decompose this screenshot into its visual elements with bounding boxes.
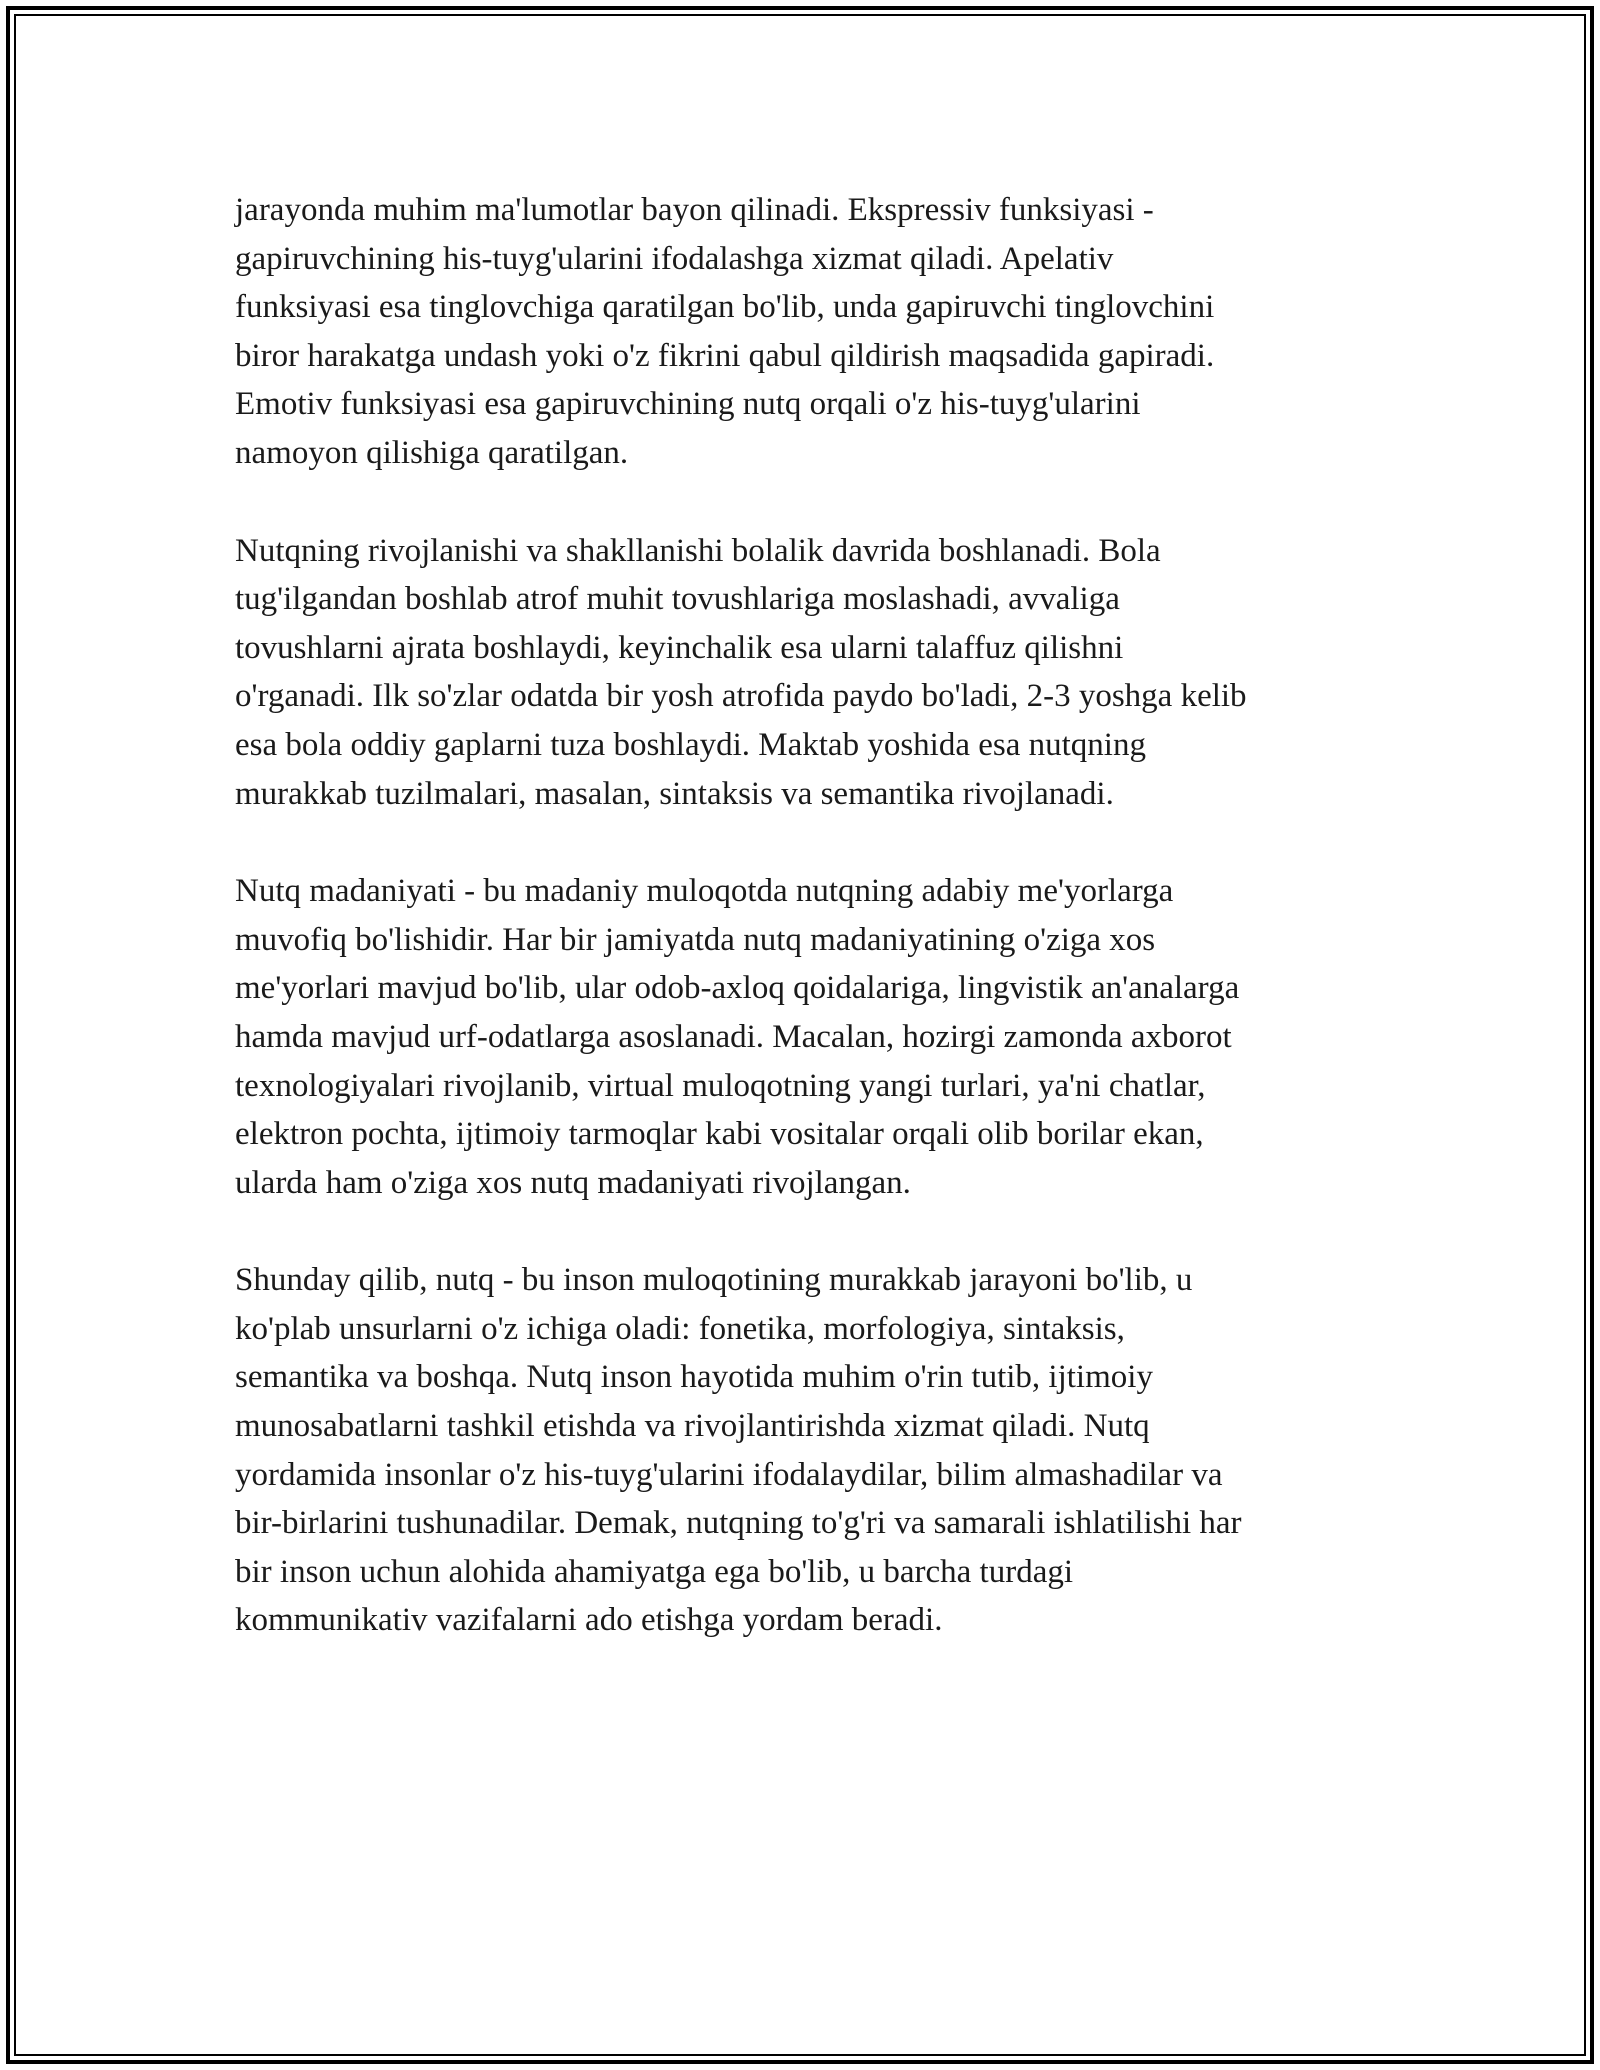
text-line: funksiyasi esa tinglovchiga qaratilgan bo'lib, unda gapiruvchi tinglovchini — [235, 289, 1215, 326]
text-line: hamda mavjud urf-odatlarga asoslanadi. Macalan, hozirgi zamonda axborot — [235, 1018, 1232, 1055]
text-line: texnologiyalari rivojlanib, virtual muloqotning yangi turlari, ya'ni chatlar, — [235, 1067, 1206, 1104]
text-line: munosabatlarni tashkil etishda va rivojlantirishda xizmat qiladi. Nutq — [235, 1408, 1150, 1445]
text-line: namoyon qilishiga qaratilgan. — [235, 434, 629, 471]
text-line: tovushlarni ajrata boshlaydi, keyinchalik esa ularni talaffuz qilishni — [235, 629, 1124, 666]
document-body — [235, 186, 1375, 1694]
text-line: elektron pochta, ijtimoiy tarmoqlar kabi vositalar orqali olib borilar ekan, — [235, 1116, 1204, 1153]
text-line: semantika va boshqa. Nutq inson hayotida muhim o'rin tutib, ijtimoiy — [235, 1359, 1153, 1396]
text-line: o'rganadi. Ilk so'zlar odatda bir yosh atrofida paydo bo'ladi, 2-3 yoshga kelib — [235, 678, 1247, 715]
text-line: Shunday qilib, nutq - bu inson muloqotining murakkab jarayoni bo'lib, u — [235, 1262, 1193, 1299]
text-line: ko'plab unsurlarni o'z ichiga oladi: fonetika, morfologiya, sintaksis, — [235, 1310, 1125, 1347]
text-line: murakkab tuzilmalari, masalan, sintaksis va semantika rivojlanadi. — [235, 775, 1114, 812]
paragraph-1 — [235, 186, 1375, 478]
text-line: muvofiq bo'lishidir. Har bir jamiyatda nutq madaniyatining o'ziga xos — [235, 921, 1156, 958]
text-line: esa bola oddiy gaplarni tuza boshlaydi. Maktab yoshida esa nutqning — [235, 726, 1146, 763]
paragraph-4 — [235, 1256, 1375, 1645]
text-line: kommunikativ vazifalarni ado etishga yordam beradi. — [235, 1602, 943, 1639]
text-line: yordamida insonlar o'z his-tuyg'ularini ifodalaydilar, bilim almashadilar va — [235, 1456, 1223, 1493]
text-line: me'yorlari mavjud bo'lib, ular odob-axloq qoidalariga, lingvistik an'analarga — [235, 970, 1240, 1007]
text-line: Nutqning rivojlanishi va shakllanishi bolalik davrida boshlanadi. Bola — [235, 532, 1161, 569]
text-line: jarayonda muhim ma'lumotlar bayon qilinadi. Ekspressiv funksiyasi - — [235, 192, 1154, 228]
text-line: ularda ham o'ziga xos nutq madaniyati rivojlangan. — [235, 1164, 911, 1201]
paragraph-3 — [235, 867, 1375, 1207]
text-line: Nutq madaniyati - bu madaniy muloqotda nutqning adabiy me'yorlarga — [235, 873, 1174, 910]
text-line: bir-birlarini tushunadilar. Demak, nutqning to'g'ri va samarali ishlatilishi har — [235, 1505, 1242, 1542]
text-line: tug'ilgandan boshlab atrof muhit tovushlariga moslashadi, avvaliga — [235, 581, 1120, 618]
paragraph-2 — [235, 527, 1375, 819]
text-line: bir inson uchun alohida ahamiyatga ega bo'lib, u barcha turdagi — [235, 1553, 1074, 1590]
text-line: gapiruvchining his-tuyg'ularini ifodalashga xizmat qiladi. Apelativ — [235, 240, 1114, 277]
text-line: Emotiv funksiyasi esa gapiruvchining nutq orqali o'z his-tuyg'ularini — [235, 386, 1141, 423]
text-line: biror harakatga undash yoki o'z fikrini qabul qildirish maqsadida gapiradi. — [235, 337, 1215, 374]
